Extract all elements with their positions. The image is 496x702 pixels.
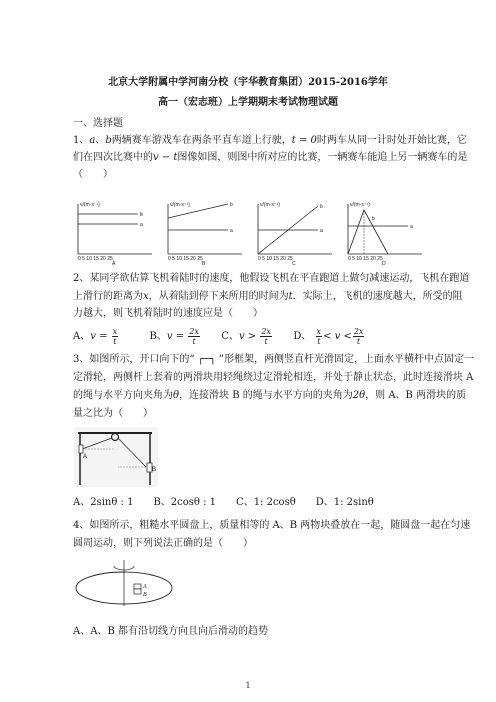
- q1-graphs: [72, 196, 432, 266]
- q3-line2: 定滑轮，两侧杆上套着的两滑块用轻绳绕过定滑轮相连，并处于静止状态，此时连接滑块 A: [73, 372, 474, 383]
- svg-text:0 5 10 15 20 25: 0 5 10 15 20 25: [168, 256, 203, 262]
- graph-b: [168, 202, 242, 266]
- q2-option-a: A、v = $\frac{x}{t}$: [73, 327, 118, 346]
- q4-label-a: A: [143, 584, 147, 590]
- svg-text:v/(m·s⁻¹): v/(m·s⁻¹): [350, 202, 370, 208]
- svg-text:D: D: [382, 261, 386, 266]
- svg-text:a: a: [230, 228, 233, 234]
- q3-label-b: B: [152, 467, 157, 473]
- section-heading: 一、选择题: [73, 118, 123, 129]
- q3-line3: 的绳与水平方向夹角为θ，连接滑块 B 的绳与水平方向的夹角为2θ，则 A、B 两滑块的质: [73, 390, 467, 401]
- graph-c: [258, 202, 332, 266]
- svg-text:b: b: [372, 216, 375, 222]
- q1-line2: 们在四次比赛中的v − t图像如图，则图中所对应的比赛，一辆赛车能追上另一辆赛车的是: [73, 152, 468, 163]
- q1-line1: 1、a、b两辆赛车游戏车在两条平直车道上行驶，t = 0时两车从同一计时处开始比赛，它: [73, 135, 467, 146]
- svg-text:C: C: [292, 261, 296, 266]
- svg-text:a: a: [320, 228, 323, 234]
- svg-text:v/(m·s⁻¹): v/(m·s⁻¹): [80, 202, 100, 208]
- q3-options: A、2sinθ : 1 B、2cosθ : 1 C、1: 2cosθ D、1: 2sinθ: [73, 497, 374, 508]
- paper-title-line1: 北京大学附属中学河南分校（宇华教育集团）2015-2016学年: [108, 77, 388, 88]
- svg-text:B: B: [202, 261, 206, 266]
- q3-line1: 3、如图所示，开口向下的“ ┌─┐ ”形框架，两侧竖直杆光滑固定，上面水平横杆中点固定一: [73, 354, 475, 365]
- paper-title-line2: 高一（宏志班）上学期期末考试物理试题: [158, 97, 338, 108]
- q4-option-a: A、A、B 都有沿切线方向且向后滑动的趋势: [73, 626, 268, 637]
- graph-a: [78, 202, 152, 266]
- q2-line3: 力越大，则飞机着陆时的速度应是（ ）: [73, 308, 263, 319]
- q2-line2: 上滑行的距离为x，从着陆到停下来所用的时间为t．实际上，飞机的速度越大，所受的阻: [73, 291, 463, 302]
- q2-option-c: C、v > $\frac{2x}{t}$: [221, 327, 271, 346]
- svg-text:b: b: [230, 202, 233, 208]
- q2-options: [73, 327, 365, 346]
- page-number: 1: [245, 681, 251, 690]
- q2-line1: 2、某同学欲估算飞机着陆时的速度，他假设飞机在平直跑道上做匀减速运动，飞机在跑道: [73, 273, 470, 284]
- q3-label-a: A: [83, 454, 88, 460]
- svg-text:v/(m·s⁻¹): v/(m·s⁻¹): [170, 202, 190, 208]
- q4-line2: 圆周运动，则下列说法正确的是（ ）: [73, 538, 253, 549]
- q1-line3: （ ）: [73, 169, 113, 180]
- q2-option-b: B、v = $\frac{2x}{t}$: [149, 327, 199, 346]
- svg-text:A: A: [112, 261, 116, 266]
- svg-text:0 5 10 15 20 25: 0 5 10 15 20 25: [78, 256, 113, 262]
- graph-d: [348, 202, 422, 266]
- svg-text:v/(m·s⁻¹): v/(m·s⁻¹): [260, 202, 280, 208]
- q3-line4: 量之比为（ ）: [73, 408, 153, 419]
- svg-text:a: a: [410, 224, 413, 230]
- q4-label-b: B: [143, 592, 147, 598]
- svg-text:0 5 10 15 20 25: 0 5 10 15 20 25: [258, 256, 293, 262]
- svg-text:b: b: [140, 212, 143, 218]
- q4-line1: 4、如图所示，粗糙水平圆盘上，质量相等的 A、B 两物块叠放在一起，随圆盘一起在匀速: [73, 520, 471, 531]
- svg-text:0 5 10 15 20 25: 0 5 10 15 20 25: [348, 256, 383, 262]
- svg-text:b: b: [320, 204, 323, 210]
- svg-text:a: a: [140, 222, 143, 228]
- q4-figure: [74, 558, 174, 610]
- q3-figure: [74, 427, 158, 487]
- q2-option-d: D、 $\frac{x}{t}$ < v < $\frac{2x}{t}$: [293, 327, 364, 346]
